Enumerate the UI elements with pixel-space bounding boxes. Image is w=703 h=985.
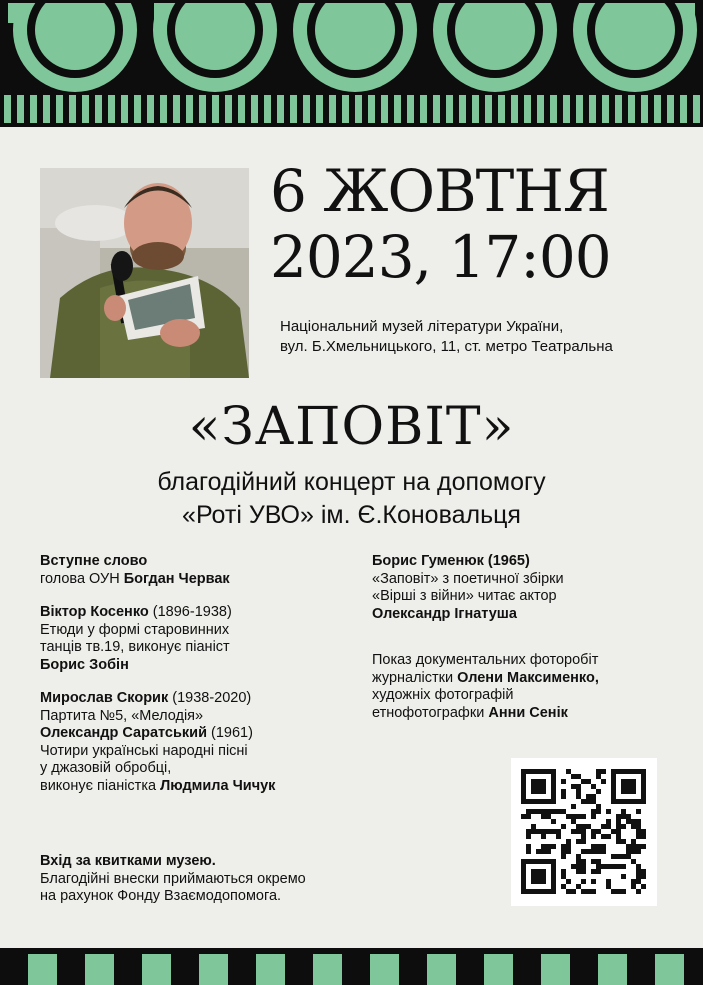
composer-name: Мирослав Скорик [40,690,169,706]
ticket-info [40,853,480,906]
date-line-day: 6 ЖОВТНЯ [270,157,609,225]
composer-years: (1961) [207,725,253,741]
program-text: етнофотографки [372,704,489,721]
program-text: Етюди у формі старовинних [40,621,230,638]
speaker-photo [40,168,249,378]
poet-name: Борис Гуменюк (1965) [372,553,530,569]
performer-name: Людмила Чичук [160,777,276,794]
program-right-column [372,553,692,738]
program-left-column [40,553,360,811]
ticket-info-text: на рахунок Фонду Взаємодопомога. [40,888,282,904]
performer-name: Борис Зобін [40,656,129,673]
ticket-info-text: Благодійні внески приймаються окремо [40,870,306,887]
bottom-decorative-band [0,948,703,985]
program-heading: Вступне слово [40,553,148,569]
top-decorative-band [0,0,703,127]
venue-line-2: вул. Б.Хмельницького, 11, ст. метро Театральна [280,338,613,355]
event-date [270,158,690,290]
qr-code-graphic [511,758,657,906]
composer-name: Олександр Саратський [40,725,207,741]
date-line-year-time: 2023, 17:00 [270,223,611,291]
program-text: журналістки [372,669,458,686]
program-text: «Заповіт» з поетичної збірки [372,570,564,587]
program-text: танців тв.19, виконує піаніст [40,639,230,655]
ticket-info-heading: Вхід за квитками музею. [40,853,216,869]
program-text: Партита №5, «Мелодія» [40,707,204,724]
program-text: Чотири українські народні пісні [40,742,248,759]
composer-name: Віктор Косенко [40,604,149,620]
composer-years: (1896-1938) [148,604,232,620]
bottom-pattern-graphic [0,948,703,985]
program-text: «Вірші з війни» читає актор [372,588,557,604]
performer-name: Богдан Червак [123,570,230,587]
program-item-opening [40,553,360,588]
subtitle-line-1: благодійний концерт на допомогу [157,468,546,496]
concert-subtitle [0,466,703,532]
subtitle-line-2: «Роті УВО» ім. Є.Коновальця [182,501,521,529]
photographer-name: Олени Максименко, [457,669,599,686]
program-text: виконує піаністка [40,777,161,794]
concert-title: «ЗАПОВІТ» [188,397,515,457]
qr-code[interactable] [511,758,657,906]
top-pattern-graphic [0,0,703,127]
program-text: голова ОУН [40,570,124,587]
venue-line-1: Національний музей літератури України, [280,318,564,335]
program-text: художніх фотографій [372,687,514,703]
program-item-skoryk [40,690,360,795]
program-item-gumeniuk [372,553,692,623]
program-text: у джазовій обробці, [40,760,172,776]
photographer-name: Анни Сенік [488,704,568,721]
program-text: Показ документальних фоторобіт [372,652,599,668]
program-item-kosenko [40,604,360,674]
composer-years: (1938-2020) [168,690,252,706]
performer-name: Олександр Ігнатуша [372,605,517,622]
venue-address [280,317,690,357]
program-item-photo-exhibit [372,652,692,722]
